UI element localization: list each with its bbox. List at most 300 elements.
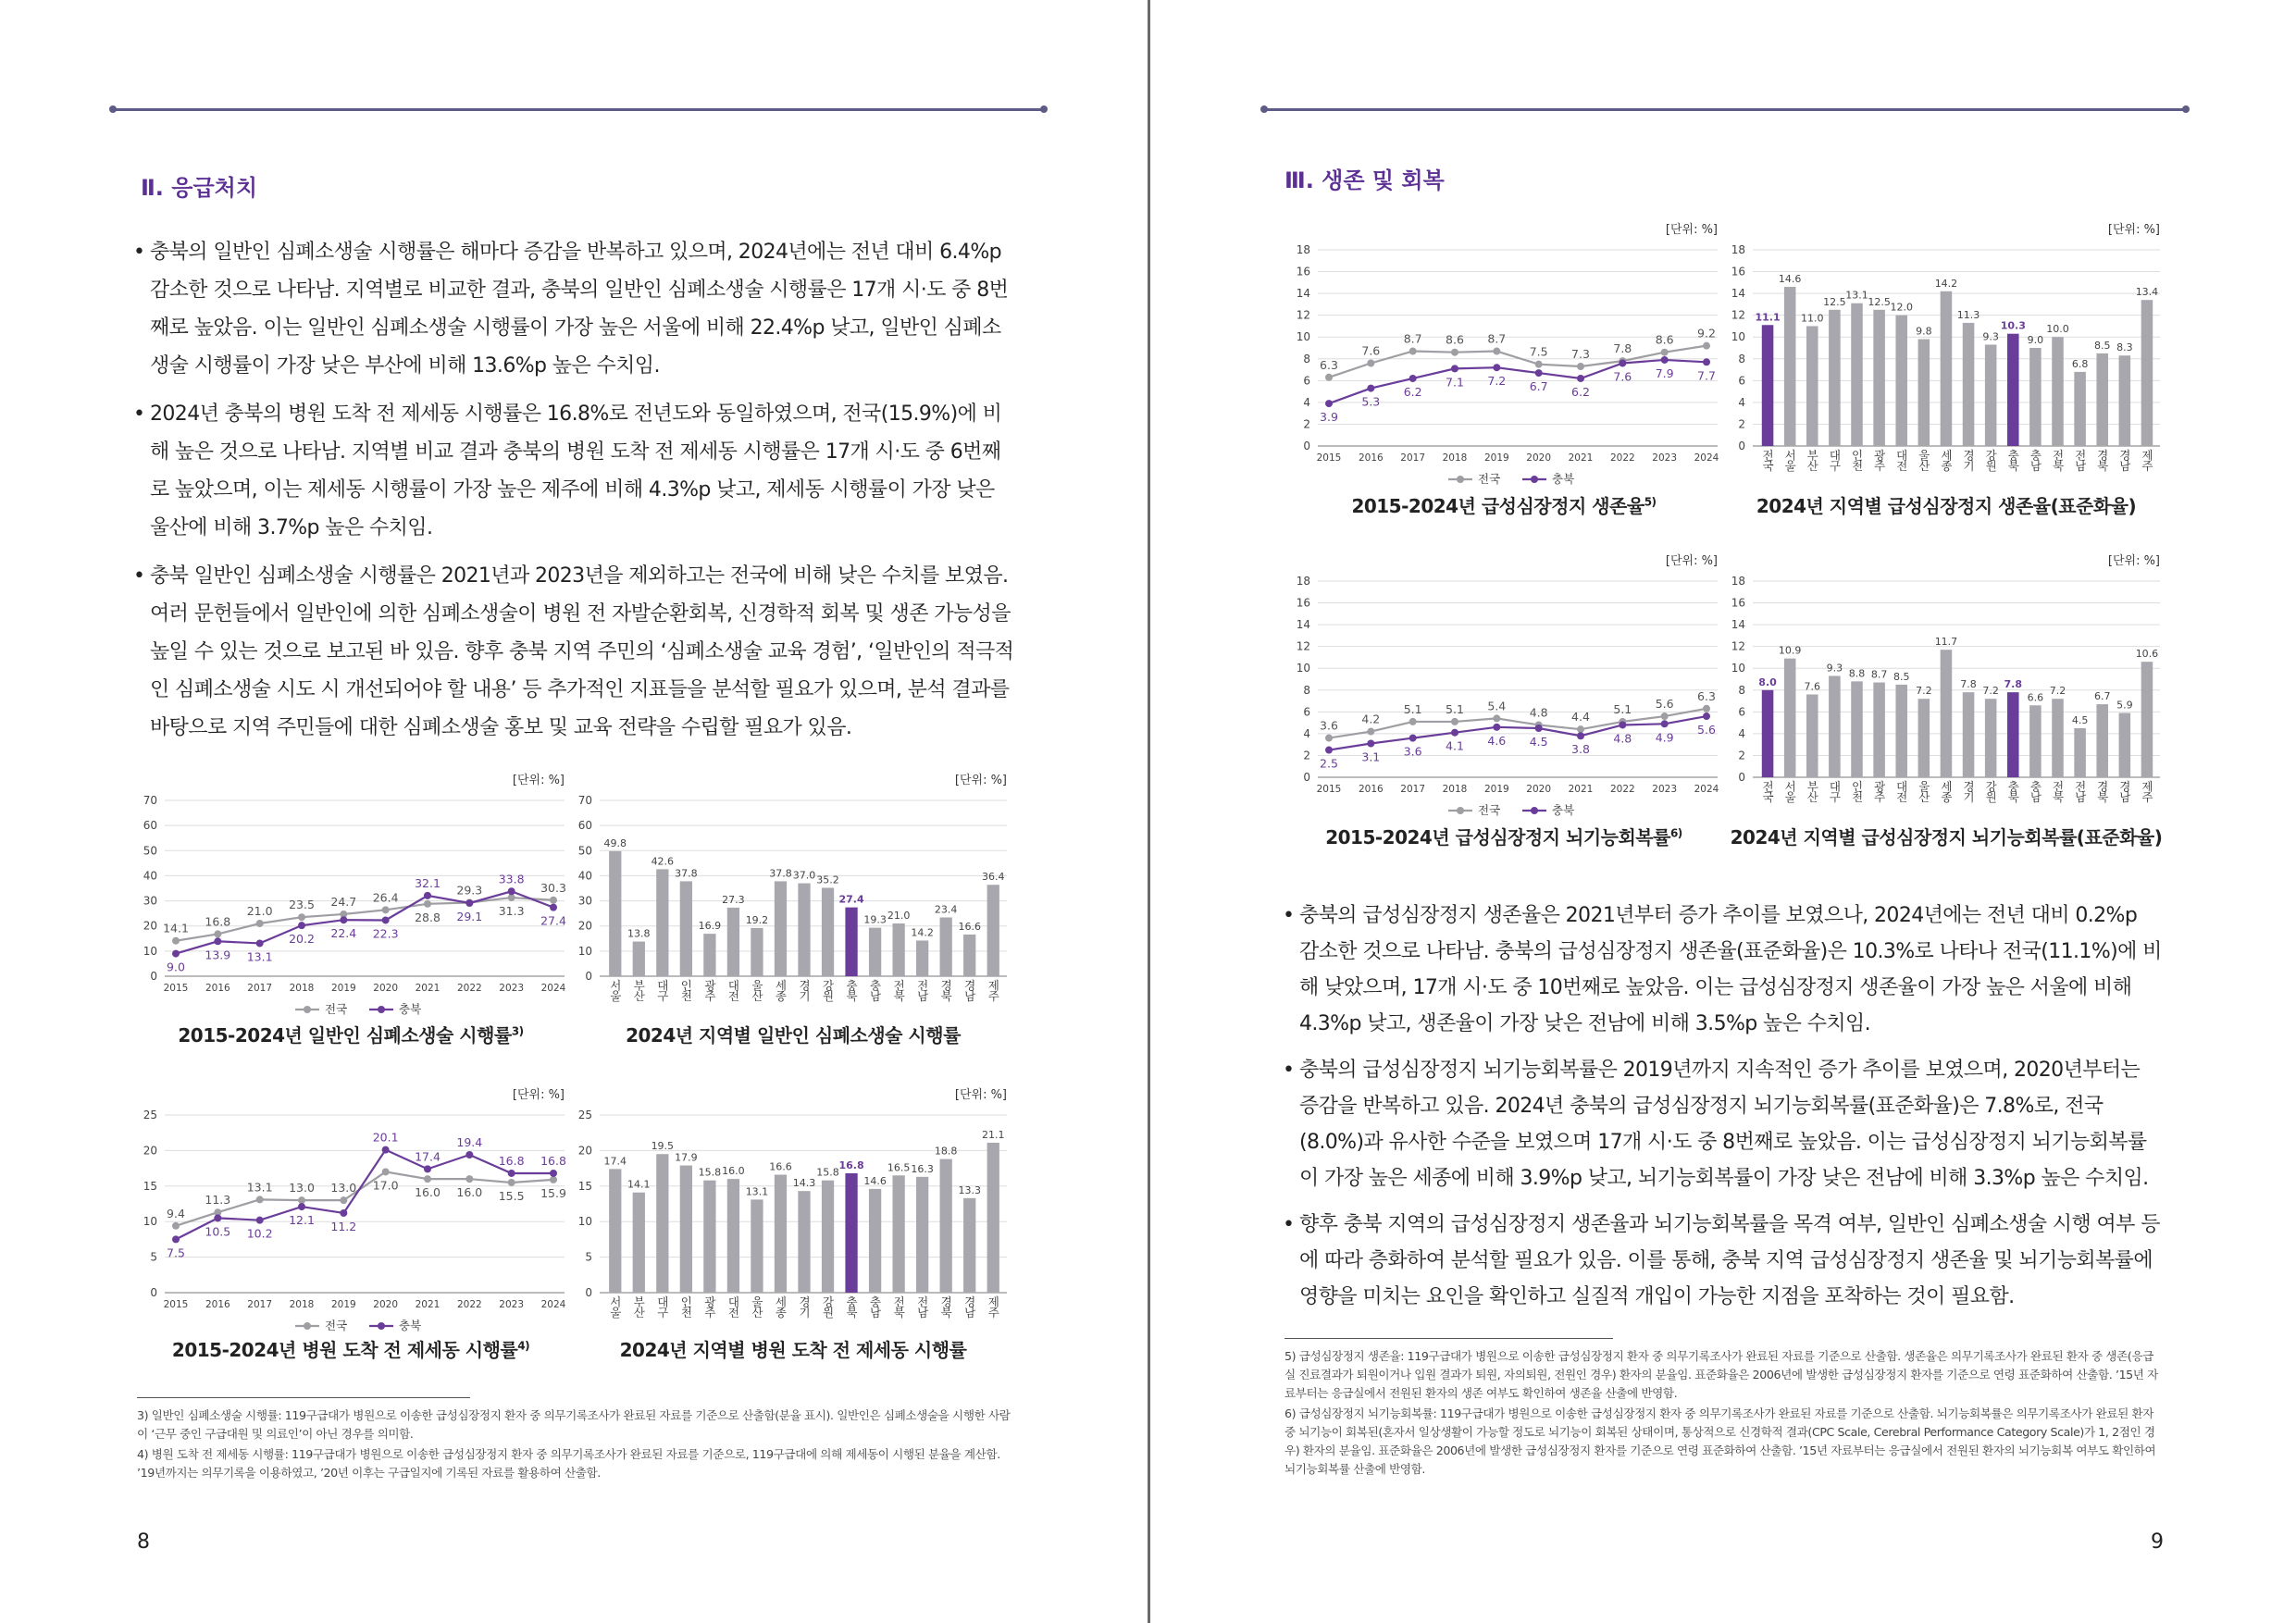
bar (940, 1159, 952, 1293)
bar (940, 917, 952, 976)
data-label: 20.2 (289, 932, 315, 947)
data-label: 13.1 (1845, 289, 1868, 302)
bar (1941, 650, 1953, 777)
bar (1829, 675, 1841, 777)
data-label: 21.0 (246, 904, 273, 918)
data-label: 8.6 (1446, 332, 1464, 347)
bar (1762, 325, 1774, 446)
data-label: 7.1 (1446, 375, 1464, 390)
y-tick-label: 20 (143, 919, 157, 933)
x-tick-label: 2024 (540, 983, 566, 994)
bar (1873, 683, 1885, 777)
y-tick-label: 15 (143, 1179, 157, 1193)
data-label: 11.3 (205, 1193, 231, 1208)
data-label: 19.2 (745, 913, 769, 926)
defib-region-caption: 2024년 지역별 병원 도착 전 제세동 시행률 (619, 1339, 967, 1361)
data-label: 4.8 (1613, 731, 1632, 746)
data-label: 10.2 (246, 1226, 273, 1241)
x-tick-label: 2019 (330, 983, 356, 994)
bullet-item: • 충북 일반인 심폐소생술 시행률은 2021년과 2023년을 제외하고는 전국에 비해 낮은 수치를 보였음. 여러 문헌들에서 일반인에 의한 심폐소생술이 병원 전 자발순환회복, 신경학적 회복 및 생존 가능성을 높일 수 있는 것으로 보고된 바 있음. 향후 충북 지역 주민의 ‘심폐소생술 교육 경험’, ‘일반인의 적극적인 심폐소생술 시도 시 개선되어야 할 내용’ 등 추가적인 지표들을 분석할 필요가 있으며, 분석 결과를 바탕으로 지역 주민들에 대한 심폐소생술 홍보 및 교육 전략을 수립할 필요가 있음. (133, 557, 1014, 747)
x-tick-label: 서울 (1782, 780, 1797, 802)
legend-marker (1531, 807, 1538, 814)
x-tick-label: 대전 (726, 979, 740, 1001)
bar (1895, 685, 1907, 777)
data-label: 10.0 (2046, 323, 2069, 336)
data-point (424, 900, 431, 908)
data-point (214, 930, 221, 937)
x-tick-label: 2022 (456, 983, 482, 994)
x-tick-label: 경북 (2095, 449, 2110, 471)
x-tick-label: 부산 (1805, 780, 1819, 802)
data-label: 37.8 (769, 867, 792, 880)
y-tick-label: 18 (1731, 243, 1745, 256)
x-tick-label: 광주 (702, 1295, 717, 1318)
data-label: 6.6 (2027, 691, 2044, 704)
y-tick-label: 16 (1731, 265, 1745, 279)
data-label: 16.5 (887, 1161, 911, 1174)
legend-marker (1457, 807, 1464, 814)
y-tick-label: 25 (143, 1109, 157, 1121)
data-label: 4.8 (1529, 705, 1548, 720)
data-label: 7.6 (1613, 369, 1632, 384)
data-label: 4.6 (1487, 733, 1507, 748)
data-label: 2.5 (1320, 756, 1338, 771)
x-tick-label: 전국 (1760, 780, 1775, 802)
data-point (1451, 729, 1458, 737)
data-label: 8.7 (1870, 668, 1888, 681)
legend-marker (304, 1006, 311, 1013)
legend-marker (378, 1322, 385, 1330)
data-label: 29.3 (456, 883, 483, 898)
data-point (1325, 747, 1333, 754)
data-label: 30.3 (540, 880, 566, 895)
right-header-rule (1264, 108, 2186, 111)
data-point (1535, 361, 1543, 368)
bar (2007, 334, 2019, 446)
bar (2141, 662, 2153, 777)
data-point (1661, 720, 1669, 727)
bar (963, 935, 975, 976)
data-label: 6.7 (2093, 690, 2111, 703)
data-point (1535, 369, 1543, 377)
y-tick-label: 2 (1738, 417, 1745, 431)
data-point (1493, 348, 1500, 355)
bar (2029, 705, 2042, 777)
x-tick-label: 2015 (1316, 784, 1342, 795)
x-tick-label: 세종 (1939, 449, 1954, 471)
y-tick-label: 14 (1296, 618, 1310, 632)
y-tick-label: 10 (143, 1215, 157, 1229)
bar (1851, 304, 1863, 446)
data-point (465, 1151, 473, 1158)
data-label: 14.6 (863, 1174, 887, 1187)
x-tick-label: 경기 (797, 979, 812, 1001)
x-tick-label: 충남 (868, 979, 883, 1001)
bar (892, 1175, 904, 1293)
data-label: 9.0 (167, 960, 185, 974)
y-tick-label: 70 (143, 794, 157, 807)
y-tick-label: 8 (1738, 683, 1745, 697)
left-footnotes (137, 1406, 1016, 1484)
footnote: 5) 급성심장정지 생존율: 119구급대가 병원으로 이송한 급성심장정지 환자 중 의무기록조사가 완료된 자료를 기준으로 산출함. 생존율은 의무기록조사가 완료된 환자 중 생존(응급실 진료결과가 퇴원이거나 입원 결과가 퇴원, 자의퇴원, 전원인 경우) 환자의 분율임. 표준화율은 2006년에 발생한 급성심장정지 환자를 기준으로 연령 표준화하여 산출함. ’15년 자료부터는 응급실에서 전원된 환자의 생존 여부도 확인하여 생존율 산출에 반영함. (1285, 1349, 2158, 1400)
data-label: 9.2 (1697, 326, 1716, 341)
data-point (1703, 342, 1710, 350)
data-point (1409, 348, 1417, 355)
unit-label: [단위: %] (1665, 554, 1718, 568)
data-label: 8.7 (1403, 331, 1422, 346)
data-point (298, 913, 305, 921)
y-tick-label: 6 (1303, 374, 1310, 388)
page-number-right: 9 (2151, 1530, 2164, 1554)
data-label: 10.9 (1778, 644, 1802, 657)
y-tick-label: 16 (1296, 596, 1310, 610)
x-tick-label: 광주 (1872, 449, 1887, 471)
data-label: 7.5 (167, 1245, 185, 1260)
unit-label: [단위: %] (954, 774, 1007, 787)
y-tick-label: 2 (1738, 749, 1745, 762)
data-label: 9.0 (2027, 334, 2044, 346)
data-label: 27.4 (838, 893, 864, 906)
x-tick-label: 충북 (2005, 449, 2020, 471)
data-label: 7.5 (1529, 344, 1548, 359)
x-tick-label: 2020 (373, 983, 399, 994)
x-tick-label: 2017 (247, 1299, 273, 1310)
data-label: 35.2 (816, 873, 839, 886)
data-point (1493, 724, 1500, 731)
x-tick-label: 제주 (986, 1295, 1000, 1318)
cpr-trend-chart (130, 773, 572, 1022)
unit-label: [단위: %] (512, 774, 565, 787)
x-tick-label: 경기 (1961, 780, 1976, 802)
y-tick-label: 4 (1738, 395, 1745, 409)
y-tick-label: 10 (577, 944, 592, 958)
x-tick-label: 강원 (1983, 780, 1998, 802)
y-tick-label: 2 (1303, 417, 1310, 431)
bar (680, 1166, 692, 1293)
x-tick-label: 2016 (1358, 784, 1384, 795)
data-label: 5.4 (1487, 699, 1507, 713)
y-tick-label: 10 (577, 1215, 592, 1229)
bar (2007, 692, 2019, 777)
data-label: 5.1 (1446, 701, 1464, 716)
x-tick-label: 부산 (631, 979, 646, 1001)
x-tick-label: 울산 (750, 979, 764, 1001)
x-tick-label: 2015 (163, 983, 189, 994)
data-point (1619, 359, 1626, 366)
data-label: 8.0 (1758, 675, 1777, 688)
bar (916, 940, 928, 976)
x-tick-label: 제주 (2140, 449, 2154, 471)
bar (633, 942, 645, 976)
data-point (256, 920, 264, 927)
data-label: 7.8 (1613, 341, 1632, 356)
data-label: 32.1 (415, 875, 441, 890)
legend-label: 충북 (399, 1002, 422, 1016)
bar (609, 1169, 621, 1293)
data-point (1703, 358, 1710, 365)
y-tick-label: 40 (143, 869, 157, 883)
data-label: 3.8 (1571, 742, 1590, 757)
x-tick-label: 2024 (1694, 452, 1719, 464)
x-tick-label: 경남 (962, 1295, 977, 1318)
x-tick-label: 2021 (415, 983, 441, 994)
data-label: 23.5 (289, 898, 315, 912)
data-label: 17.4 (415, 1149, 441, 1164)
data-label: 8.8 (1848, 667, 1866, 680)
data-label: 27.3 (722, 893, 745, 906)
x-tick-label: 대전 (1894, 780, 1909, 802)
legend-marker (304, 1322, 311, 1330)
bar (1762, 690, 1774, 777)
bar (656, 869, 668, 976)
recovery-trend-caption: 2015-2024년 급성심장정지 뇌기능회복률$^{6)}$ (1325, 826, 1682, 849)
y-tick-label: 30 (143, 894, 157, 908)
bar (703, 934, 715, 976)
x-tick-label: 울산 (1917, 780, 1931, 802)
x-tick-label: 세종 (1939, 780, 1954, 802)
data-label: 29.1 (456, 910, 483, 924)
x-tick-label: 2019 (1483, 452, 1509, 464)
data-label: 7.7 (1697, 368, 1716, 383)
data-label: 7.2 (1487, 374, 1507, 389)
legend-label: 전국 (1478, 803, 1501, 817)
bar (798, 1191, 810, 1293)
bar (963, 1198, 975, 1293)
x-tick-label: 대구 (655, 1295, 670, 1318)
data-point (1577, 725, 1584, 733)
bar (2141, 300, 2153, 446)
data-label: 33.8 (498, 872, 525, 886)
x-tick-label: 서울 (608, 1295, 623, 1318)
bullet-item: • 2024년 충북의 병원 도착 전 제세동 시행률은 16.8%로 전년도와 동일하였으며, 전국(15.9%)에 비해 높은 것으로 나타남. 지역별 비교 결과 충북의 병원 도착 전 제세동 시행률은 17개 시·도 중 6번째로 높았으며, 이는 제세동 시행률이 가장 높은 제주에 비해 4.3%p 낮고, 제세동 시행률이 가장 낮은 울산에 비해 3.7%p 높은 수치임. (133, 395, 1014, 547)
data-label: 19.5 (651, 1140, 675, 1153)
bar (1918, 699, 1930, 777)
data-label: 9.8 (1916, 325, 1932, 338)
x-tick-label: 부산 (1805, 449, 1819, 471)
data-point (214, 1214, 221, 1221)
series-line-chungbuk (176, 1150, 553, 1240)
data-point (382, 906, 390, 913)
data-label: 28.8 (415, 910, 441, 924)
data-label: 8.3 (2116, 341, 2133, 354)
data-point (172, 937, 180, 945)
bar (845, 908, 857, 976)
data-point (340, 1196, 347, 1204)
data-label: 7.2 (2049, 685, 2066, 698)
data-label: 9.4 (167, 1206, 185, 1220)
y-tick-label: 4 (1303, 395, 1310, 409)
y-tick-label: 8 (1303, 352, 1310, 365)
survival-region-chart (1725, 222, 2167, 490)
data-point (424, 1165, 431, 1172)
x-tick-label: 2019 (330, 1299, 356, 1310)
left-bullet-list (133, 233, 1014, 757)
data-label: 18.8 (934, 1145, 958, 1158)
cpr-trend-caption: 2015-2024년 일반인 심폐소생술 시행률$^{3)}$ (178, 1024, 524, 1047)
x-tick-label: 서울 (1782, 449, 1797, 471)
y-tick-label: 60 (143, 819, 157, 833)
x-tick-label: 2017 (1400, 452, 1426, 464)
x-tick-label: 경북 (938, 979, 953, 1001)
survival-trend-chart (1283, 222, 1725, 490)
bar (869, 1189, 881, 1293)
data-point (172, 1235, 180, 1243)
bar (1784, 287, 1796, 446)
data-point (550, 1176, 557, 1183)
data-label: 7.3 (1571, 347, 1590, 362)
x-tick-label: 2020 (1526, 452, 1552, 464)
data-point (1577, 375, 1584, 382)
data-label: 16.0 (722, 1165, 745, 1178)
bar (2052, 699, 2064, 777)
x-tick-label: 경남 (2117, 449, 2132, 471)
section-title-survival: Ⅲ. 생존 및 회복 (1285, 167, 1445, 193)
data-label: 5.3 (1361, 394, 1381, 409)
data-label: 12.1 (289, 1213, 315, 1228)
series-line-chungbuk (1329, 360, 1706, 403)
data-point (1619, 721, 1626, 728)
data-label: 4.5 (2071, 714, 2089, 726)
bar (1941, 291, 1953, 446)
right-footnote-rule (1285, 1338, 1613, 1339)
y-tick-label: 16 (1296, 265, 1310, 279)
x-tick-label: 인천 (678, 1295, 693, 1318)
y-tick-label: 18 (1296, 575, 1310, 588)
data-label: 3.6 (1403, 744, 1422, 759)
y-tick-label: 4 (1303, 726, 1310, 740)
bar (1784, 659, 1796, 777)
x-tick-label: 세종 (773, 1295, 788, 1318)
bar (2029, 348, 2042, 446)
x-tick-label: 경남 (962, 979, 977, 1001)
data-label: 3.6 (1320, 718, 1338, 733)
x-tick-label: 2020 (1526, 784, 1552, 795)
x-tick-label: 2024 (540, 1299, 566, 1310)
data-label: 15.8 (816, 1166, 839, 1179)
unit-label: [단위: %] (2107, 223, 2160, 237)
x-tick-label: 2020 (373, 1299, 399, 1310)
data-label: 14.1 (627, 1178, 651, 1191)
data-point (508, 887, 515, 895)
bar (2119, 713, 2131, 777)
bar (1851, 681, 1863, 777)
y-tick-label: 5 (585, 1250, 592, 1264)
data-label: 8.5 (2093, 339, 2111, 352)
x-tick-label: 2015 (1316, 452, 1342, 464)
y-tick-label: 10 (143, 944, 157, 958)
y-tick-label: 10 (1731, 330, 1745, 344)
y-tick-label: 0 (150, 970, 157, 983)
footnote: 6) 급성심장정지 뇌기능회복률: 119구급대가 병원으로 이송한 급성심장정지 환자 중 의무기록조사가 완료된 자료를 기준으로 산출함. 뇌기능회복률은 의무기록조사가 완료된 환자 중 뇌기능이 회복된(혼자서 일상생활이 가능할 정도로 뇌기능이 회복된 상태이며, 통상적으로 신경학적 결과(CPC Scale, Cerebral Performance Category Scale)가 1, 2점인 경우) 환자의 분율임. 표준화율은 2006년에 발생한 급성심장정지 환자를 기준으로 연령 표준화하여 산출함. ’15년 자료부터는 응급실에서 전원된 환자의 뇌기능회복 여부도 확인하여 뇌기능회복률 산출에 반영함. (1285, 1406, 2156, 1476)
data-label: 5.6 (1655, 697, 1674, 712)
x-tick-label: 전남 (915, 979, 930, 1001)
unit-label: [단위: %] (1665, 223, 1718, 237)
data-label: 14.3 (792, 1177, 816, 1190)
data-label: 6.7 (1529, 379, 1548, 394)
data-point (1367, 739, 1374, 747)
bar (869, 928, 881, 976)
y-tick-label: 0 (585, 970, 592, 983)
x-tick-label: 전북 (891, 979, 906, 1001)
data-label: 4.5 (1529, 735, 1548, 749)
cpr-region-caption: 2024년 지역별 일반인 심폐소생술 시행률 (626, 1024, 961, 1047)
y-tick-label: 20 (577, 919, 592, 933)
survival-region-caption: 2024년 지역별 급성심장정지 생존율(표준화율) (1756, 495, 2137, 517)
page-divider (1148, 0, 1150, 1623)
x-tick-label: 2021 (1568, 452, 1594, 464)
data-label: 5.9 (2116, 699, 2133, 712)
data-label: 16.9 (698, 920, 722, 933)
data-point (1703, 712, 1710, 720)
data-point (1409, 735, 1417, 742)
data-point (256, 1196, 264, 1203)
footnote: 4) 병원 도착 전 제세동 시행률: 119구급대가 병원으로 이송한 급성심장정지 환자 중 의무기록조사가 완료된 자료를 기준으로, 119구급대에 의해 제세동이 시행된 분율을 계산함. ’19년까지는 의무기록을 이용하였고, ’20년 이후는 구급일지에 기록된 자료를 활용하여 산출함. (137, 1447, 1000, 1480)
data-label: 15.9 (540, 1185, 566, 1200)
x-tick-label: 충남 (2028, 449, 2042, 471)
data-label: 10.5 (205, 1224, 231, 1239)
y-tick-label: 60 (577, 819, 592, 833)
data-label: 7.8 (1960, 678, 1977, 691)
y-tick-label: 12 (1731, 639, 1745, 653)
data-label: 3.9 (1320, 410, 1338, 425)
x-tick-label: 광주 (702, 979, 717, 1001)
data-label: 7.2 (1916, 685, 1932, 698)
data-label: 16.6 (958, 920, 981, 933)
y-tick-label: 50 (143, 844, 157, 858)
data-point (1535, 725, 1543, 732)
y-tick-label: 6 (1738, 374, 1745, 388)
x-tick-label: 2023 (1652, 452, 1678, 464)
x-tick-label: 전국 (1760, 449, 1775, 471)
data-label: 7.6 (1361, 343, 1381, 358)
x-tick-label: 대구 (1827, 780, 1842, 802)
data-label: 8.6 (1655, 332, 1674, 347)
data-point (1703, 705, 1710, 712)
x-tick-label: 충북 (2005, 780, 2020, 802)
y-tick-label: 0 (585, 1286, 592, 1299)
data-label: 10.3 (2000, 319, 2026, 332)
defib-trend-chart (130, 1087, 572, 1337)
x-tick-label: 2016 (1358, 452, 1384, 464)
data-point (1325, 374, 1333, 381)
data-point (1451, 349, 1458, 356)
x-tick-label: 강원 (1983, 449, 1998, 471)
data-label: 17.9 (675, 1151, 698, 1164)
x-tick-label: 대전 (726, 1295, 740, 1318)
x-tick-label: 2018 (1442, 452, 1468, 464)
y-tick-label: 8 (1303, 683, 1310, 697)
data-label: 7.6 (1804, 680, 1821, 693)
data-label: 15.5 (498, 1188, 525, 1203)
x-tick-label: 2022 (1609, 784, 1635, 795)
legend-label: 충북 (1552, 472, 1575, 486)
data-label: 11.7 (1934, 636, 1958, 649)
data-label: 5.1 (1403, 701, 1422, 716)
bar (1985, 344, 1997, 446)
x-tick-label: 울산 (1917, 449, 1931, 471)
data-label: 22.4 (330, 926, 357, 941)
bullet-item: • 향후 충북 지역의 급성심장정지 생존율과 뇌기능회복률을 목격 여부, 일반인 심폐소생술 시행 여부 등에 따라 층화하여 분석할 필요가 있음. 이를 통해, 충북 지역 급성심장정지 생존율 및 뇌기능회복률에 영향을 미치는 요인을 확인하고 실질적 개입이 가능한 지점을 포착하는 것이 필요함. (1283, 1207, 2162, 1315)
unit-label: [단위: %] (2107, 554, 2160, 568)
x-tick-label: 2019 (1483, 784, 1509, 795)
y-tick-label: 6 (1303, 705, 1310, 719)
x-tick-label: 서울 (608, 979, 623, 1001)
bar (1985, 699, 1997, 777)
x-tick-label: 대구 (1827, 449, 1842, 471)
data-point (465, 1175, 473, 1183)
bar (798, 884, 810, 976)
data-label: 42.6 (651, 855, 675, 868)
